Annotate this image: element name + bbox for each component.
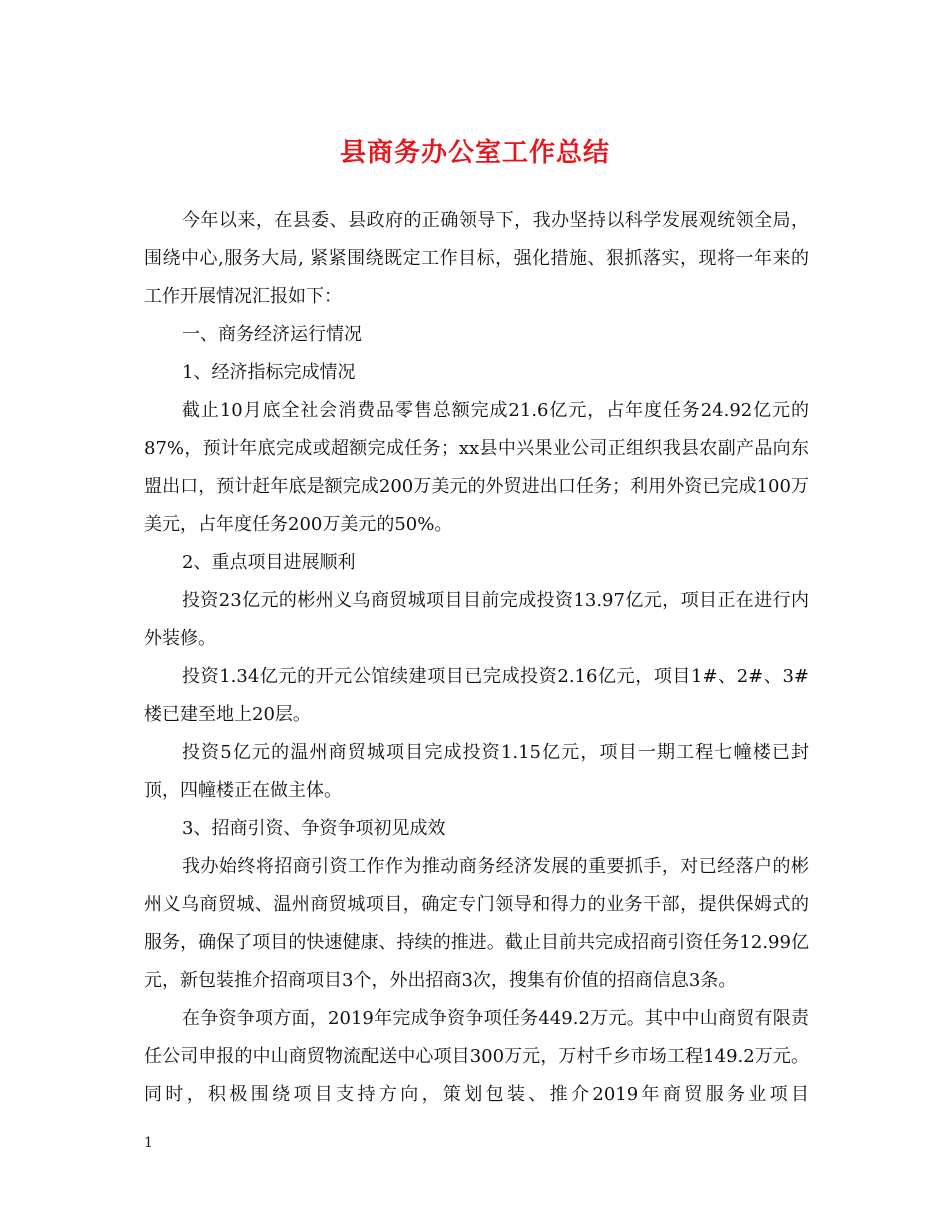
paragraph-investment: 我办始终将招商引资工作作为推动商务经济发展的重要抓手，对已经落户的彬州义乌商贸城、温州商贸城项目，确定专门领导和得力的业务干部，提供保姆式的服务，确保了项目的快速健康、持续的推进。截止目前共完成招商引资任务12.99亿元，新包装推介招商项目3个，外出招商3次，搜集有价值的招商信息3条。 xyxy=(144,856,809,991)
heading-subsection-3: 3、招商引资、争资争项初见成效 xyxy=(182,818,446,839)
page-number: 1 xyxy=(144,1135,153,1151)
paragraph-project-yiwu: 投资23亿元的彬州义乌商贸城项目目前完成投资13.97亿元，项目正在进行内外装修。 xyxy=(144,590,809,649)
document-title: 县商务办公室工作总结 xyxy=(339,138,610,168)
paragraph-funding: 在争资争项方面，2019年完成争资争项任务449.2万元。其中中山商贸有限责任公司申报的中山商贸物流配送中心项目300万元，万村千乡市场工程149.2万元。同时，积极围绕项目支持方向，策划包装、推介2019年商贸服务业项目 xyxy=(144,1008,809,1105)
paragraph-intro: 今年以来，在县委、县政府的正确领导下，我办坚持以科学发展观统领全局，围绕中心,服务大局, 紧紧围绕既定工作目标，强化措施、狠抓落实，现将一年来的工作开展情况汇报如下： xyxy=(144,210,809,307)
heading-subsection-2: 2、重点项目进展顺利 xyxy=(182,552,356,573)
document-body xyxy=(144,202,809,1114)
paragraph-project-kaiyuan: 投资1.34亿元的开元公馆续建项目已完成投资2.16亿元，项目1#、2#、3#楼已建至地上20层。 xyxy=(144,666,809,725)
paragraph-economic-indicators: 截止10月底全社会消费品零售总额完成21.6亿元，占年度任务24.92亿元的87%，预计年底完成或超额完成任务；xx县中兴果业公司正组织我县农副产品向东盟出口，预计赶年底是额完成200万美元的外贸进出口任务；利用外资已完成100万美元，占年度任务200万美元的50%。 xyxy=(144,400,809,535)
heading-subsection-1: 1、经济指标完成情况 xyxy=(182,362,356,383)
paragraph-project-wenzhou: 投资5亿元的温州商贸城项目完成投资1.15亿元，项目一期工程七幢楼已封顶，四幢楼正在做主体。 xyxy=(144,742,809,801)
heading-section-1: 一、商务经济运行情况 xyxy=(182,324,362,345)
